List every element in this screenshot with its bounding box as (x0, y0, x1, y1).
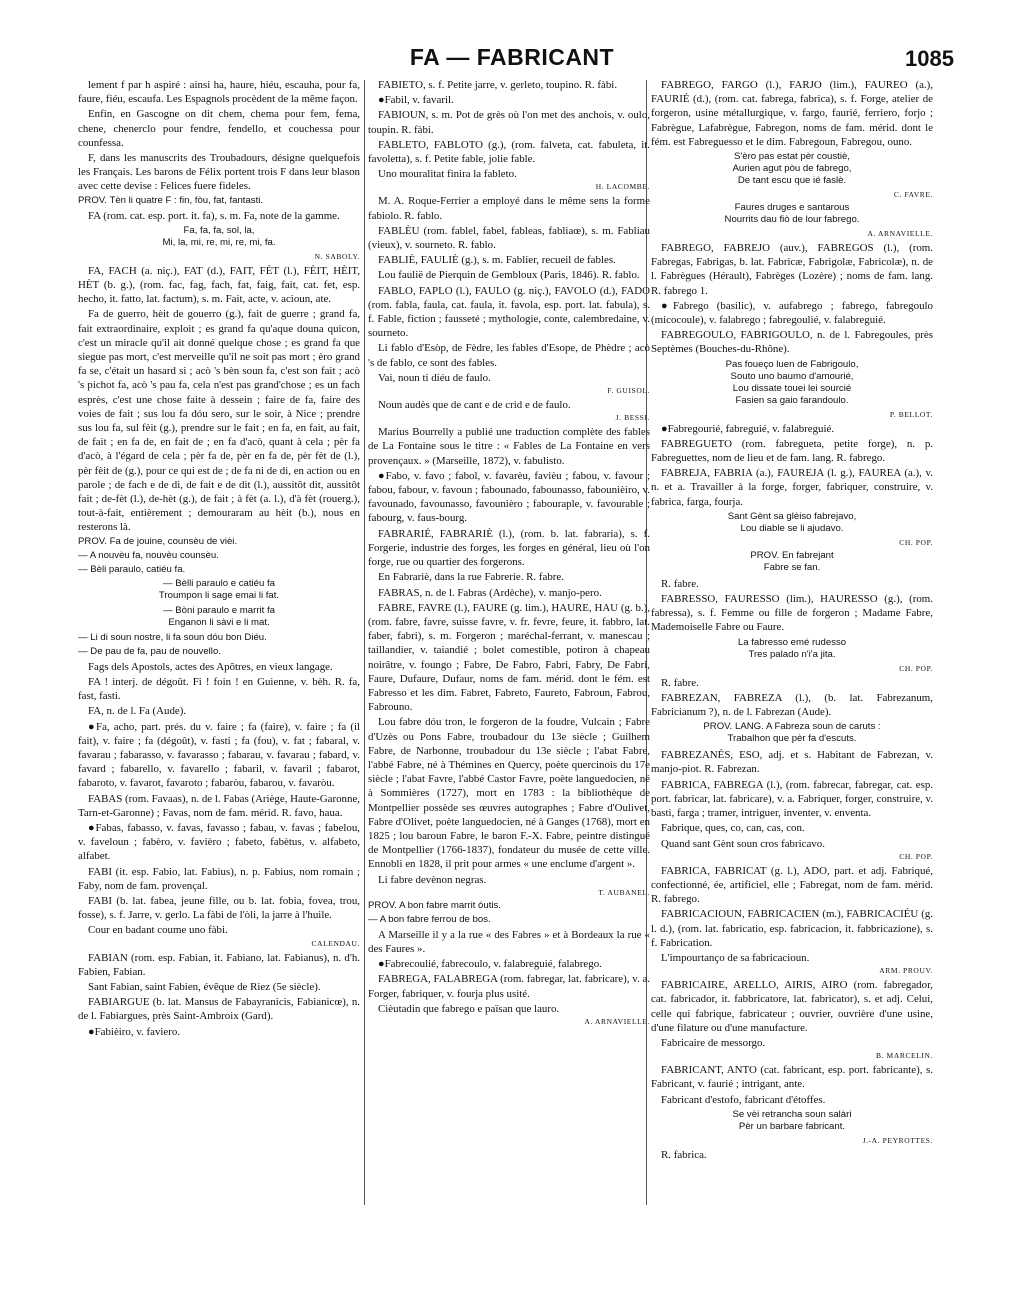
dictionary-entry: FABLETO, FABLOTO (g.), (rom. falveta, cat. fabuleta, it. favoletta), s. f. Petite fable, jolie fable. (368, 138, 650, 166)
dictionary-entry: FABRARIÉ, FABRARIÈ (l.), (rom. b. lat. fabraria), s. f. Forgerie, industrie des forges, les forges en général, lieu où l'on forge, rue ou quartier des forgerons. (368, 527, 650, 569)
dictionary-entry: Fabrique, ques, co, can, cas, con. (661, 822, 805, 835)
dictionary-entry: En Fabrariè, dans la rue Fabrerie. R. fabre. (378, 571, 564, 584)
dictionary-entry: F, dans les manuscrits des Troubadours, désigne quelquefois les Français. Les barons de Félix portent trois F dans leur blason avec cette devise : Felices fuere fideles. (78, 152, 360, 193)
verse-quote (651, 151, 933, 187)
verse-line: Sant Gènt sa glèiso fabrejavo, (727, 510, 857, 522)
proverb: — Li di soun nostre, li fa soun dóu bon Diéu. (78, 631, 267, 643)
dictionary-entry: FABRICA, FABRICAT (g. l.), ADO, part. et adj. Fabriqué, confectionné, ée, artificiel, elle ; Fabregat, nom de fam. mérid. R. fabrego. (651, 864, 933, 906)
verse-line: De tant escu que ié faslè. (737, 175, 847, 187)
verse-quote (78, 225, 360, 249)
verse-line: Nourrits dau fiò de lour fabrego. (724, 214, 860, 226)
quote-attribution: J.-A. PEYROTTES. (862, 1135, 933, 1145)
dictionary-entry: M. A. Roque-Ferrier a employé dans le même sens la forme fabiolo. R. fablo. (368, 195, 650, 222)
verse-quote (78, 578, 360, 602)
column-left (78, 78, 360, 1040)
dictionary-entry: FA (rom. cat. esp. port. it. fa), s. m. Fa, note de la gamme. (88, 209, 340, 222)
column-divider (364, 80, 365, 1205)
dictionary-entry: FABLIÉ, FAULIÈ (g.), s. m. Fablier, recueil de fables. (378, 254, 616, 267)
verse-line: Pèr un barbare fabricant. (738, 1120, 846, 1132)
quote-attribution: N. SABOLY. (314, 251, 360, 261)
dictionary-entry: ●Fa, acho, part. prés. du v. faire ; fa (faire), v. faire ; fa (il fait), v. faire ; fa (dégoût), v. fasti ; fa (fou), v. fat ; fabaral, v. favarau ; fabarasso, v. favarasso ; fabarau, v. favarau ; fabard, v. favard ; fabarello, v. favarello ; fabaril, v. favaril ; fabarot, fabaroto, v. favarot, favaroto ; fabaròu, fabarou, v. favaròu. (78, 720, 360, 790)
dictionary-entry: L'impourtanço de sa fabricacioun. (661, 951, 810, 964)
dictionary-entry: ●Fabrecoulié, fabrecoulo, v. falabreguié, falabrego. (378, 958, 602, 971)
verse-line: Fabre se fan. (763, 561, 821, 573)
proverb: — A bon fabre ferrou de bos. (368, 913, 491, 925)
verse-quote (651, 721, 933, 745)
dictionary-entry: lement f par h aspiré : ainsi ha, haure, hiéu, escauha, pour fa, faure, fiéu, escaufa. Les Espagnols procèdent de la même façon. (78, 79, 360, 106)
dictionary-entry: R. fabre. (661, 577, 699, 590)
dictionary-entry: Enfin, en Gascogne on dit chem, chema pour fem, fema, chene, chenerclo pour fendre, fendello, et couchessa pour counfessa. (78, 108, 360, 149)
verse-quote (651, 511, 933, 535)
proverb: — Bèli paraulo, catiéu fa. (78, 563, 186, 575)
dictionary-entry: Lou faulië de Pierquin de Gembloux (Paris, 1846). R. fablo. (378, 269, 640, 282)
verse-line: Pas foueço luen de Fabrigoulo, (725, 358, 859, 370)
verse-quote (78, 605, 360, 629)
dictionary-entry: Cièutadin que fabrego e païsan que lauro. (378, 1002, 560, 1015)
dictionary-entry: ●Fabas, fabasso, v. favas, favasso ; fabau, v. favas ; fabelou, v. faveloun ; fabèro, v. favièro ; fabeto, fabètus, v. alfabeto, alfabet. (78, 821, 360, 863)
dictionary-entry: FABI (it. esp. Fabio, lat. Fabius), n. p. Fabius, nom romain ; Faby, nom de fam. provençal. (78, 865, 360, 892)
dictionary-entry: ●Fabrego (basilic), v. aufabrego ; fabrego, fabregoulo (micocoule), v. falabrego ; fabregoulié, v. falabreguié. (651, 299, 933, 327)
verse-quote (651, 550, 933, 574)
verse-line: Se vèi retrancha soun salàri (732, 1108, 852, 1120)
dictionary-entry: FABREGO, FARGO (l.), FARJO (lim.), FAUREO (a.), FAURIÉ (d.), (rom. cat. fabrega, fabrica), s. f. Forge, atelier de forgeron, usine métallurgique, v. fargo, faurié, ferriero, forjo ; Fabrègue, Lafabrègue, Fabregon, noms de fam. mérid. dont le fém. est Fabreguesso et le dim. Fabregoun, Fabregou, ouno. (651, 79, 933, 148)
dictionary-entry: Fabricaire de messorgo. (661, 1036, 766, 1049)
dictionary-entry: FA ! interj. de dégoût. Fi ! foin ! en Guienne, v. bèh. R. fa, fast, fasti. (78, 675, 360, 703)
verse-line: PROV. En fabrejant (750, 549, 834, 561)
verse-quote (651, 202, 933, 226)
verse-line: Aurien agut pòu de fabrego, (732, 163, 852, 175)
verse-line: Troumpon li sage emai li fat. (158, 589, 280, 601)
dictionary-entry: FABREGO, FABREJO (auv.), FABREGOS (l.), (rom. Fabregas, Fabrigas, b. lat. Fabricæ, Fabrigolæ, Fabricolæ), n. de l. Fabrègues (Hérault), Fabrèges (Lozère) ; noms de fam. lang. R. fabrego 1. (651, 242, 933, 297)
quote-attribution: CH. POP. (899, 537, 933, 547)
verse-line: — Bèlli paraulo e catiéu fa (163, 577, 275, 589)
quote-attribution: T. AUBANEL. (598, 887, 650, 897)
dictionary-entry: Cour en badant coume uno fàbi. (88, 924, 228, 937)
verse-line: Trabalhon que pèr fa d'escuts. (727, 733, 857, 745)
dictionary-entry: FABRICANT, ANTO (cat. fabricant, esp. port. fabricante), s. Fabricant, v. faurié ; intrigant, ante. (651, 1064, 933, 1091)
proverb: PROV. A bon fabre marrit óutis. (368, 899, 501, 911)
dictionary-entry: FABRICA, FABREGA (l.), (rom. fabrecar, fabregar, cat. esp. port. fabricar, lat. fabricare), v. a. Fabriquer, forger, construire, v. basti, farga ; tramer, intriguer, inventer, v. enventa. (651, 778, 933, 820)
page-title: FA — FABRICANT (409, 44, 615, 70)
column-middle (368, 78, 650, 1029)
verse-line: PROV. LANG. A Fabreza soun de caruts : (703, 721, 881, 733)
dictionary-entry: FABIETO, s. f. Petite jarre, v. gerleto, toupino. R. fàbi. (378, 79, 618, 91)
quote-attribution: B. MARCELIN. (876, 1051, 933, 1061)
dictionary-entry: Fa de guerro, hèit de gouerro (g.), fait de guerre ; grand fa, fait extraordinaire, exploit ; es grand fa qu'aque douna quicon, c'est un miracle qu'il ait donné quelque chose ; es grand fa que siegue pas mort, c'est merveille qu'il ne soit pas mort ; èro grand fa se, c'était un hasard si ; acò 's bèn soun fa, c'est son fait ; acò 's pichot fa, acò 's pau fa, cela n'est pas grand'chose ; es un fach esprès, c'est une chose faite à dessein ; faire de fa, faire des voies de fait ; sus lou fa dóu sero, sur le soir, à Nice ; prendre sus lou fa, sul fèit (g.), prendre sur le fait ; en fa, en fait, au fait, de fait ; en fa de, en fait de ; en fa d'acò, quant à cela ; pèr fa d'acò, à l'égard de cela ; pèr fa de, pèr en fa de, pèr fèt de (l.), pèr fèit de (g.), pour ce qui est de ; de fa ni de di, en action ou en parole ; de fach e de di, de fait e de dit (l.), aussitôt dit, aussitôt fait ; de-fèt (l.), de-hèt (g.), de fait ; à fèt (a. l.), d'à fèt (rouerg.), tout-à-fait, entièrement ; demouraram au hèit (b.), nous en resterons là. (78, 308, 360, 534)
dictionary-entry: FABREZAN, FABREZA (l.), (b. lat. Fabrezanum, Fabricianum ?), n. de l. Fabrezan (Aude). (651, 691, 933, 719)
quote-attribution: A. ARNAVIELLE. (584, 1016, 650, 1026)
dictionary-entry: Uno mouralitat finira la fableto. (378, 168, 517, 181)
dictionary-entry: FABLÈU (rom. fablel, fabel, fableas, fabliaœ), s. m. Fabliau (vieux), v. sourneto. R. fablo. (368, 224, 650, 252)
dictionary-entry: ●Fabregourié, fabreguié, v. falabreguié. (661, 422, 835, 435)
dictionary-entry: FA, n. de l. Fa (Aude). (88, 705, 187, 718)
verse-line: Enganon li sàvi e li mat. (168, 616, 270, 628)
dictionary-entry: FA, FACH (a. niç.), FAT (d.), FAIT, FÈT (l.), FÈIT, HÈIT, HÈT (b. g.), (rom. fac, fag, fach, fat, faig, fait, cat. fet, esp. hecho, it. fatto, lat. factum), s. m. Fait, acte, v. acioun, ate. (78, 264, 360, 306)
dictionary-entry: FABRICAIRE, ARELLO, AIRIS, AIRO (rom. fabregador, cat. fabricador, it. fabbricatore, lat. fabricator), s. et adj. Celui, celle qui fabrique, fabricateur ; ouvrier, ouvrière d'une usine, d'une filature ou d'une manufacture. (651, 979, 933, 1034)
dictionary-entry: FABRESSO, FAURESSO (lim.), HAURESSO (g.), (rom. fabressa), s. f. Femme ou fille de forgeron ; Madame Fabre, Mademoiselle Fabre ou Faure. (651, 593, 933, 634)
dictionary-entry: FABRAS, n. de l. Fabras (Ardèche), v. manjo-pero. (378, 586, 602, 599)
dictionary-entry: Marius Bourrelly a publié une traduction complète des fables de La Fontaine sous le titre : « Fables de La Fontaine en vers provençaux. » (Marseille, 1872), v. fabulisto. (368, 426, 650, 467)
quote-attribution: A. ARNAVIELLE. (867, 229, 933, 239)
verse-line: Lou diable se li ajudavo. (740, 522, 844, 534)
verse-quote (651, 359, 933, 407)
dictionary-entry: Li fabre devènon negras. (378, 873, 487, 886)
dictionary-entry: FABI (b. lat. fabea, jeune fille, ou b. lat. fobia, fovea, trou, fosse), s. f. Jarre, v. gerlo. La fàbi de l'òli, la jarre à l'huile. (78, 894, 360, 922)
dictionary-entry: A Marseille il y a la rue « des Fabres » et à Bordeaux la rue « des Faures ». (368, 928, 650, 955)
verse-line: Fasien sa gaio farandoulo. (735, 394, 849, 406)
dictionary-entry: Lou fabre dóu tron, le forgeron de la foudre, Vulcain ; Fabre d'Uzès ou Pons Fabre, troubadour du 13e siècle ; Guilhem Fabre, de Narbonne, troubadour du 13e siècle ; l'abat Fabre, l'abbé Fabre, né à Thémines en Quercy, poète quercinois du 17e siècle ; l'abat Favre, l'abbé Castor Favre, poète languedocien, né à Sommières (1727), mort en 1783 : la bibliothèque de Montpellier possède ses œuvres autographes ; Fabre d'Oulivet, Fabre d'Olivet, poète languedocien, né à Ganges (1768), mort en 1825 ; lou baroun Fabre, le baron F.-X. Fabre, peintre distingué de Montpellier (1766-1837), fondateur du musée de cette ville. Ennobli en 1828, il prit pour armes « une enclume d'argent ». (368, 716, 650, 871)
proverb: PROV. Tèn li quatre F : fin, fòu, fat, fantasti. (78, 194, 264, 206)
dictionary-entry: FABIAN (rom. esp. Fabian, it. Fabiano, lat. Fabianus), n. d'h. Fabien, Fabian. (78, 951, 360, 978)
quote-attribution: CH. POP. (899, 851, 933, 861)
column-right (651, 78, 933, 1163)
dictionary-entry: Noun audès que de cant e de crid e de faulo. (378, 399, 571, 412)
dictionary-entry: FABIOUN, s. m. Pot de grès où l'on met des anchois, v. oulo, toupin. R. fàbi. (368, 109, 650, 136)
dictionary-entry: FABREJA, FABRIA (a.), FAUREJA (l. g.), FAUREA (a.), v. n. et a. Travailler à la forge, forger, fabriquer, construire, v. fabrica, farga, fourja. (651, 467, 933, 508)
proverb: — De pau de fa, pau de nouvello. (78, 645, 221, 657)
dictionary-entry: ●Fabo, v. favo ; fabol, v. favarèu, favièu ; fabou, v. favour ; fabou, fabour, v. favoun ; fabounado, fabounasso, fabounièiro, v. favounado, favounasso, favounièro ; fabouraple, v. favourable ; fabourg, v. faus-bourg. (368, 469, 650, 525)
dictionary-entry: R. fabre. (661, 676, 699, 689)
dictionary-entry: FABREZANÉS, ESO, adj. et s. Habitant de Fabrezan, v. manjo-piot. R. Fabrezan. (651, 749, 933, 776)
dictionary-entry: Fabricant d'estofo, fabricant d'étoffes. (661, 1093, 826, 1106)
quote-attribution: P. BELLOT. (889, 409, 933, 419)
quote-attribution: CALENDAU. (311, 938, 360, 948)
dictionary-entry: R. fabrica. (661, 1148, 707, 1161)
dictionary-entry: Quand sant Gènt soun cros fabricavo. (661, 837, 825, 850)
dictionary-entry: Vai, noun ti diéu de faulo. (378, 371, 491, 384)
verse-line: Fa, fa, fa, sol, la, (183, 224, 255, 236)
verse-line: Lou dissate touei lei sourcié (732, 382, 852, 394)
dictionary-entry: ●Fabil, v. favaril. (378, 94, 454, 107)
verse-line: S'èro pas estat pèr coustiè, (734, 151, 850, 163)
verse-line: Tres palado n'i'a jita. (748, 648, 836, 660)
dictionary-entry: FABREGOULO, FABRIGOULO, n. de l. Fabregoules, près Septèmes (Bouches-du-Rhône). (651, 329, 933, 356)
dictionary-entry: FABREGUETO (rom. fabregueta, petite forge), n. p. Fabreguettes, nom de lieu et de fam. lang. R. fabrego. (651, 437, 933, 465)
dictionary-entry: FABRE, FAVRE (l.), FAURE (g. lim.), HAURE, HAU (g. b.), (rom. fabre, favre, suisse favre, v. fr. fevre, feure, it. fabbro, lat. faber, fabri), s. m. Forgeron ; maréchal-ferrant, v. manescau ; taillandier, v. taiandié ; bolet comestible, potiron à chapeau noirâtre, v. foungo ; Fabre, De Fabro, Fabri, Fabry, De Fabri, Faure, Dufaure, Dufaur, noms de fam. mérid. dont le fém. est Fabresso et les dim. Fabret, Fabreto, Faureto, Fabroun, Fabrou, Fabrouno. (368, 601, 650, 714)
quote-attribution: C. FAVRE. (893, 190, 933, 200)
proverb: PROV. Fa de jouine, counsèu de vièi. (78, 535, 238, 547)
dictionary-entry: Li fablo d'Esòp, de Fèdre, les fables d'Esope, de Phèdre ; acò 's de fablo, ce sont des fables. (368, 342, 650, 369)
page-number: 1085 (905, 46, 954, 71)
quote-attribution: ARM. PROUV. (879, 966, 933, 976)
verse-line: Souto uno baumo d'amourié, (730, 370, 854, 382)
verse-line: Mi, la, mi, re, mi, re, mi, fa. (162, 236, 276, 248)
quote-attribution: CH. POP. (899, 663, 933, 673)
dictionary-entry: FABAS (rom. Favaas), n. de l. Fabas (Ariège, Haute-Garonne, Tarn-et-Garonne) ; Favas, nom de fam. mérid. R. favo, haua. (78, 792, 360, 819)
verse-quote (651, 637, 933, 661)
dictionary-entry: Sant Fabian, saint Fabien, évêque de Riez (5e siècle). (88, 980, 321, 993)
dictionary-entry: FABREGA, FALABREGA (rom. fabregar, lat. fabricare), v. a. Forger, fabriquer, v. fourja plus usité. (368, 973, 650, 1000)
dictionary-entry: FABIARGUE (b. lat. Mansus de Fabayranicis, Fabianicœ), n. de l. Fabiargues, près Saint-Ambroix (Gard). (78, 996, 360, 1023)
verse-line: — Bòni paraulo e marrit fa (163, 604, 275, 616)
verse-quote (651, 1109, 933, 1133)
dictionary-entry: FABLO, FAPLO (l.), FAULO (g. niç.), FAVOLO (d.), FADO (rom. fabla, faula, cat. faula, it. favola, esp. port. lat. fabula), s. f. Fable, fiction ; fausseté ; mythologie, conte, calembredaine, v. sourneto. (368, 284, 650, 340)
dictionary-entry: Fags dels Apostols, actes des Apôtres, en vieux langage. (88, 660, 333, 673)
dictionary-entry: ●Fabièiro, v. faviero. (88, 1025, 181, 1038)
dictionary-entry: FABRICACIOUN, FABRICACIEN (m.), FABRICACIÉU (g. l. d.), (rom. lat. fabricatio, esp. fabricacion, it. fabbricazione), s. f. Fabrication. (651, 908, 933, 949)
quote-attribution: J. BESSI. (615, 413, 650, 423)
quote-attribution: F. GUISOL. (607, 386, 650, 396)
proverb: — A nouvèu fa, nouvèu counsèu. (78, 549, 219, 561)
quote-attribution: H. LACOMBE. (595, 182, 650, 192)
verse-line: La fabresso emé rudesso (737, 636, 847, 648)
verse-line: Faures druges e santarous (734, 202, 850, 214)
